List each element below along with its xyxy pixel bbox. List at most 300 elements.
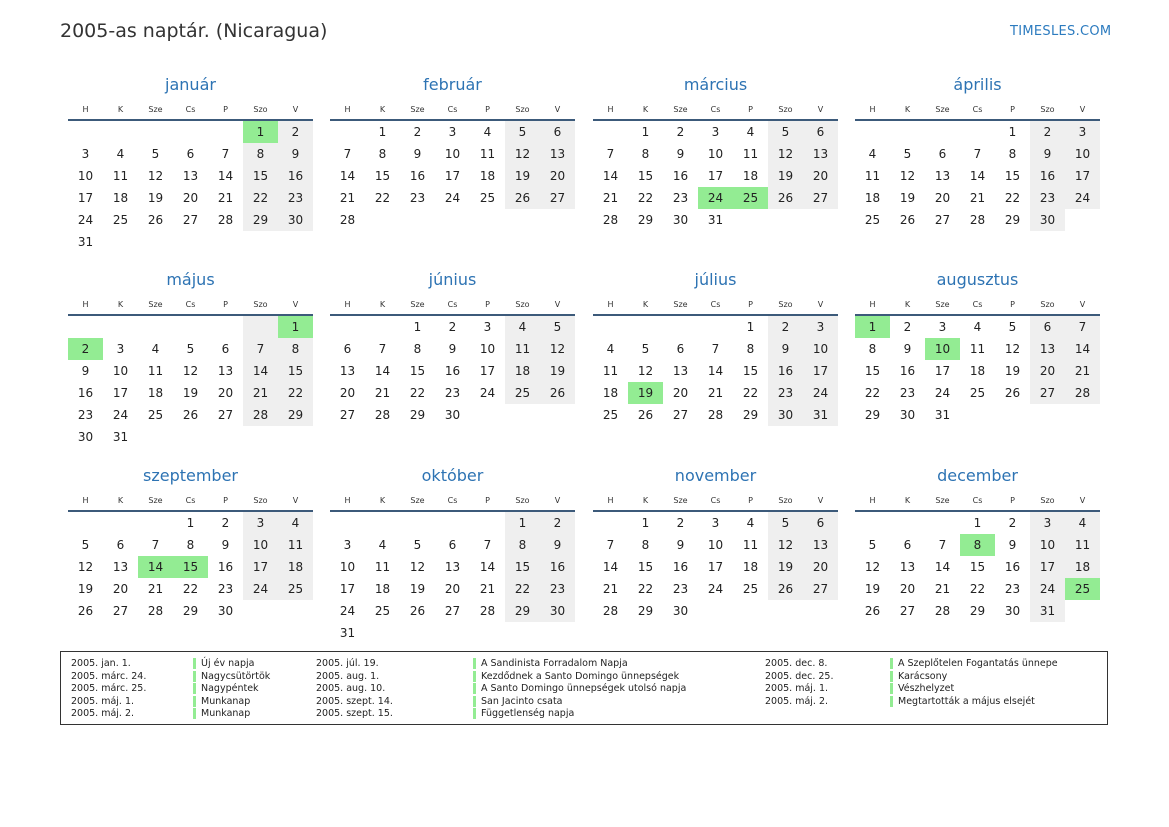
day-cell: 20 [549,169,566,183]
day-cell: 20 [1039,364,1056,378]
weekday-label: V [554,496,561,505]
day-cell: 23 [672,582,689,596]
page-title: 2005-as naptár. (Nicaragua) [60,20,328,42]
day-cell: 25 [602,408,619,422]
day-cell: 19 [864,582,881,596]
holiday-day-cell: 1 [855,316,890,338]
month-name: február [423,75,482,94]
day-cell: 10 [339,560,356,574]
day-cell: 27 [444,604,461,618]
day-cell: 26 [777,191,794,205]
day-cell: 30 [899,408,916,422]
day-cell: 4 [378,538,387,552]
day-cell: 30 [549,604,566,618]
weekday-label: K [117,496,124,505]
holiday-name: Munkanap [193,696,250,707]
weekday-label: Szo [778,496,793,505]
day-cell: 1 [641,516,650,530]
day-cell: 6 [1043,320,1052,334]
day-cell: 17 [1039,560,1056,574]
day-cell: 30 [444,408,461,422]
weekday-label: Cs [447,496,458,505]
day-cell: 22 [864,386,881,400]
weekday-label: Sze [673,300,688,309]
day-cell: 18 [864,191,881,205]
day-cell: 8 [256,147,265,161]
day-cell: 15 [1004,169,1021,183]
day-cell: 27 [182,213,199,227]
day-cell: 27 [549,191,566,205]
weekday-label: V [1079,105,1086,114]
day-cell: 29 [637,213,654,227]
day-cell: 30 [672,213,689,227]
day-cell: 4 [973,320,982,334]
day-cell: 9 [1043,147,1052,161]
holiday-date: 2005. dec. 25. [765,670,834,682]
day-cell: 24 [444,191,461,205]
day-cell: 7 [1078,320,1087,334]
holiday-date: 2005. márc. 24. [71,670,147,682]
month-name: szeptember [142,466,238,485]
day-cell: 31 [1039,604,1056,618]
weekday-label: K [117,300,124,309]
day-cell: 3 [1043,516,1052,530]
day-cell: 7 [151,538,160,552]
holiday-list [60,651,1108,725]
day-cell: 22 [287,386,304,400]
day-cell: 31 [112,430,129,444]
day-cell: 17 [812,364,829,378]
weekday-label: H [607,300,614,309]
day-cell: 9 [81,364,90,378]
day-cell: 17 [707,169,724,183]
day-cell: 7 [378,342,387,356]
day-cell: 7 [973,147,982,161]
day-cell: 14 [217,169,234,183]
day-cell: 4 [606,342,615,356]
day-cell: 13 [182,169,199,183]
weekday-label: H [869,496,876,505]
holiday-name: A Szeplőtelen Fogantatás ünnepe [890,658,1058,669]
day-cell: 19 [77,582,94,596]
day-cell: 27 [112,604,129,618]
weekday-label: K [904,105,911,114]
day-cell: 6 [938,147,947,161]
day-cell: 24 [812,386,829,400]
day-cell: 2 [1008,516,1017,530]
day-cell: 25 [969,386,986,400]
month-name: április [953,75,1002,94]
day-cell: 4 [868,147,877,161]
day-cell: 23 [549,582,566,596]
weekday-label: V [554,105,561,114]
day-cell: 17 [1074,169,1091,183]
month-name: március [683,75,748,94]
day-cell: 7 [483,538,492,552]
day-cell: 27 [1039,386,1056,400]
day-cell: 19 [182,386,199,400]
weekday-label: V [817,105,824,114]
day-cell: 26 [1004,386,1021,400]
day-cell: 6 [448,538,457,552]
month-name: augusztus [936,270,1019,289]
day-cell: 24 [934,386,951,400]
day-cell: 22 [409,386,426,400]
day-cell: 12 [549,342,566,356]
day-cell: 10 [1074,147,1091,161]
day-cell: 1 [518,516,527,530]
day-cell: 13 [899,560,916,574]
weekday-label: H [82,300,89,309]
day-cell: 1 [746,320,755,334]
day-cell: 2 [676,125,685,139]
holiday-name: Kezdődnek a Santo Domingo ünnepségek [473,671,679,682]
day-cell: 4 [291,516,300,530]
weekday-label: Sze [410,496,425,505]
day-cell: 24 [1074,191,1091,205]
day-cell: 9 [781,342,790,356]
day-cell: 19 [549,364,566,378]
day-cell: 23 [217,582,234,596]
day-cell: 14 [479,560,496,574]
day-cell: 23 [672,191,689,205]
weekday-label: K [379,300,386,309]
day-cell: 15 [514,560,531,574]
day-cell: 29 [1004,213,1021,227]
weekday-label: P [223,300,228,309]
weekday-label: Cs [710,496,721,505]
day-cell: 7 [606,147,615,161]
weekday-label: H [869,105,876,114]
day-cell: 10 [707,147,724,161]
day-cell: 17 [934,364,951,378]
day-cell: 2 [1043,125,1052,139]
holiday-date: 2005. jan. 1. [71,658,131,669]
day-cell: 11 [514,342,531,356]
day-cell: 21 [707,386,724,400]
day-cell: 31 [77,235,94,249]
day-cell: 19 [409,582,426,596]
month-name: október [421,466,484,485]
weekday-label: H [82,496,89,505]
holiday-name: A Santo Domingo ünnepségek utolsó napja [473,683,686,694]
day-cell: 13 [217,364,234,378]
month-name: június [428,270,477,289]
month-name: július [694,270,737,289]
day-cell: 11 [287,538,304,552]
day-cell: 15 [864,364,881,378]
day-cell: 10 [707,538,724,552]
day-cell: 12 [77,560,94,574]
weekday-label: Sze [410,105,425,114]
weekday-label: P [748,300,753,309]
weekday-label: V [1079,300,1086,309]
day-cell: 7 [711,342,720,356]
day-cell: 18 [479,169,496,183]
weekday-label: Szo [515,105,530,114]
holiday-date: 2005. máj. 2. [765,695,829,707]
weekday-label: Szo [253,300,268,309]
weekday-label: Szo [778,300,793,309]
holiday-day-cell: 8 [960,534,995,556]
day-cell: 24 [339,604,356,618]
holiday-date: 2005. aug. 1. [316,670,380,682]
day-cell: 28 [969,213,986,227]
day-cell: 13 [812,538,829,552]
day-cell: 16 [444,364,461,378]
holiday-day-cell: 15 [173,556,208,578]
day-cell: 3 [1078,125,1087,139]
weekday-label: Cs [185,300,196,309]
day-cell: 22 [742,386,759,400]
day-cell: 11 [479,147,496,161]
day-cell: 25 [514,386,531,400]
day-cell: 11 [742,147,759,161]
day-cell: 2 [553,516,562,530]
day-cell: 3 [816,320,825,334]
day-cell: 13 [934,169,951,183]
day-cell: 17 [77,191,94,205]
day-cell: 17 [444,169,461,183]
day-cell: 1 [186,516,195,530]
weekday-label: K [642,105,649,114]
day-cell: 19 [147,191,164,205]
day-cell: 20 [339,386,356,400]
day-cell: 11 [374,560,391,574]
day-cell: 17 [707,560,724,574]
day-cell: 6 [816,125,825,139]
day-cell: 26 [777,582,794,596]
weekday-label: Sze [673,496,688,505]
weekday-label: Sze [148,496,163,505]
day-cell: 11 [864,169,881,183]
day-cell: 21 [969,191,986,205]
weekday-label: Sze [935,496,950,505]
day-cell: 6 [186,147,195,161]
day-cell: 18 [287,560,304,574]
day-cell: 22 [252,191,269,205]
day-cell: 20 [182,191,199,205]
day-cell: 23 [777,386,794,400]
holiday-name: Nagycsütörtök [193,671,270,682]
weekday-label: V [292,300,299,309]
day-cell: 9 [291,147,300,161]
day-cell: 18 [742,560,759,574]
day-cell: 15 [742,364,759,378]
holiday-date: 2005. aug. 10. [316,683,386,695]
weekday-label: K [379,496,386,505]
day-cell: 16 [217,560,234,574]
weekday-label: H [344,496,351,505]
day-cell: 8 [378,147,387,161]
day-cell: 18 [374,582,391,596]
day-cell: 20 [217,386,234,400]
day-cell: 4 [746,125,755,139]
day-cell: 24 [112,408,129,422]
day-cell: 24 [479,386,496,400]
day-cell: 12 [514,147,531,161]
day-cell: 10 [1039,538,1056,552]
day-cell: 22 [637,582,654,596]
weekday-label: V [292,496,299,505]
day-cell: 29 [514,604,531,618]
weekday-label: V [817,300,824,309]
day-cell: 20 [812,169,829,183]
weekday-label: Sze [148,105,163,114]
day-cell: 21 [252,386,269,400]
weekday-label: P [485,300,490,309]
holiday-day-cell: 25 [733,187,768,209]
day-cell: 5 [781,125,790,139]
day-cell: 16 [672,560,689,574]
day-cell: 19 [777,560,794,574]
day-cell: 31 [707,213,724,227]
day-cell: 26 [77,604,94,618]
weekday-label: Cs [710,300,721,309]
day-cell: 16 [672,169,689,183]
holiday-day-cell: 19 [628,382,663,404]
day-cell: 18 [969,364,986,378]
day-cell: 21 [339,191,356,205]
day-cell: 5 [518,125,527,139]
day-cell: 12 [637,364,654,378]
weekday-label: Cs [972,300,983,309]
day-cell: 27 [899,604,916,618]
day-cell: 8 [746,342,755,356]
month-name: december [937,466,1018,485]
weekday-label: K [904,496,911,505]
holiday-date: 2005. máj. 1. [765,683,829,695]
holiday-day-cell: 10 [925,338,960,360]
day-cell: 1 [973,516,982,530]
holiday-name: San Jacinto csata [473,696,563,707]
weekday-label: Sze [935,300,950,309]
day-cell: 26 [409,604,426,618]
day-cell: 10 [812,342,829,356]
weekday-label: Cs [185,496,196,505]
day-cell: 28 [374,408,391,422]
day-cell: 24 [707,582,724,596]
day-cell: 25 [864,213,881,227]
day-cell: 13 [339,364,356,378]
day-cell: 5 [903,147,912,161]
day-cell: 11 [112,169,129,183]
day-cell: 3 [81,147,90,161]
day-cell: 20 [934,191,951,205]
day-cell: 6 [116,538,125,552]
weekday-label: Szo [1040,300,1055,309]
holiday-name: Munkanap [193,708,250,719]
day-cell: 6 [676,342,685,356]
day-cell: 8 [186,538,195,552]
weekday-label: H [607,105,614,114]
holiday-date: 2005. dec. 8. [765,658,828,669]
day-cell: 16 [77,386,94,400]
day-cell: 30 [777,408,794,422]
day-cell: 23 [444,386,461,400]
day-cell: 9 [676,538,685,552]
day-cell: 4 [483,125,492,139]
day-cell: 28 [217,213,234,227]
weekday-label: Cs [185,105,196,114]
weekday-label: Sze [148,300,163,309]
weekday-label: Sze [410,300,425,309]
day-cell: 19 [1004,364,1021,378]
day-cell: 9 [553,538,562,552]
day-cell: 25 [374,604,391,618]
day-cell: 10 [252,538,269,552]
day-cell: 24 [77,213,94,227]
day-cell: 16 [409,169,426,183]
month-name: május [166,270,215,289]
weekday-label: Szo [515,496,530,505]
day-cell: 12 [899,169,916,183]
day-cell: 3 [448,125,457,139]
day-cell: 6 [903,538,912,552]
brand-link[interactable]: TIMESLES.COM [1010,24,1112,39]
month-name: november [674,466,757,485]
holiday-date: 2005. márc. 25. [71,683,147,695]
day-cell: 6 [221,342,230,356]
day-cell: 30 [77,430,94,444]
weekday-label: P [748,496,753,505]
day-cell: 29 [252,213,269,227]
day-cell: 14 [252,364,269,378]
weekday-label: P [1010,300,1015,309]
day-cell: 2 [221,516,230,530]
day-cell: 20 [112,582,129,596]
weekday-label: P [223,105,228,114]
day-cell: 15 [409,364,426,378]
day-cell: 28 [1074,386,1091,400]
holiday-name: A Sandinista Forradalom Napja [473,658,628,669]
day-cell: 9 [676,147,685,161]
day-cell: 14 [339,169,356,183]
day-cell: 27 [934,213,951,227]
day-cell: 1 [378,125,387,139]
day-cell: 13 [549,147,566,161]
holiday-date: 2005. szept. 14. [316,695,393,707]
day-cell: 5 [1008,320,1017,334]
day-cell: 22 [1004,191,1021,205]
day-cell: 3 [116,342,125,356]
day-cell: 3 [711,516,720,530]
day-cell: 10 [479,342,496,356]
day-cell: 14 [1074,342,1091,356]
day-cell: 2 [413,125,422,139]
day-cell: 21 [217,191,234,205]
weekday-label: Cs [972,496,983,505]
weekday-label: Cs [447,300,458,309]
day-cell: 4 [746,516,755,530]
day-cell: 15 [252,169,269,183]
day-cell: 23 [287,191,304,205]
day-cell: 3 [256,516,265,530]
day-cell: 26 [147,213,164,227]
weekday-label: Cs [447,105,458,114]
day-cell: 19 [777,169,794,183]
day-cell: 17 [479,364,496,378]
day-cell: 30 [287,213,304,227]
day-cell: 21 [602,582,619,596]
weekday-label: V [817,496,824,505]
day-cell: 7 [256,342,265,356]
day-cell: 2 [291,125,300,139]
weekday-label: V [554,300,561,309]
day-cell: 5 [868,538,877,552]
day-cell: 23 [899,386,916,400]
day-cell: 21 [1074,364,1091,378]
